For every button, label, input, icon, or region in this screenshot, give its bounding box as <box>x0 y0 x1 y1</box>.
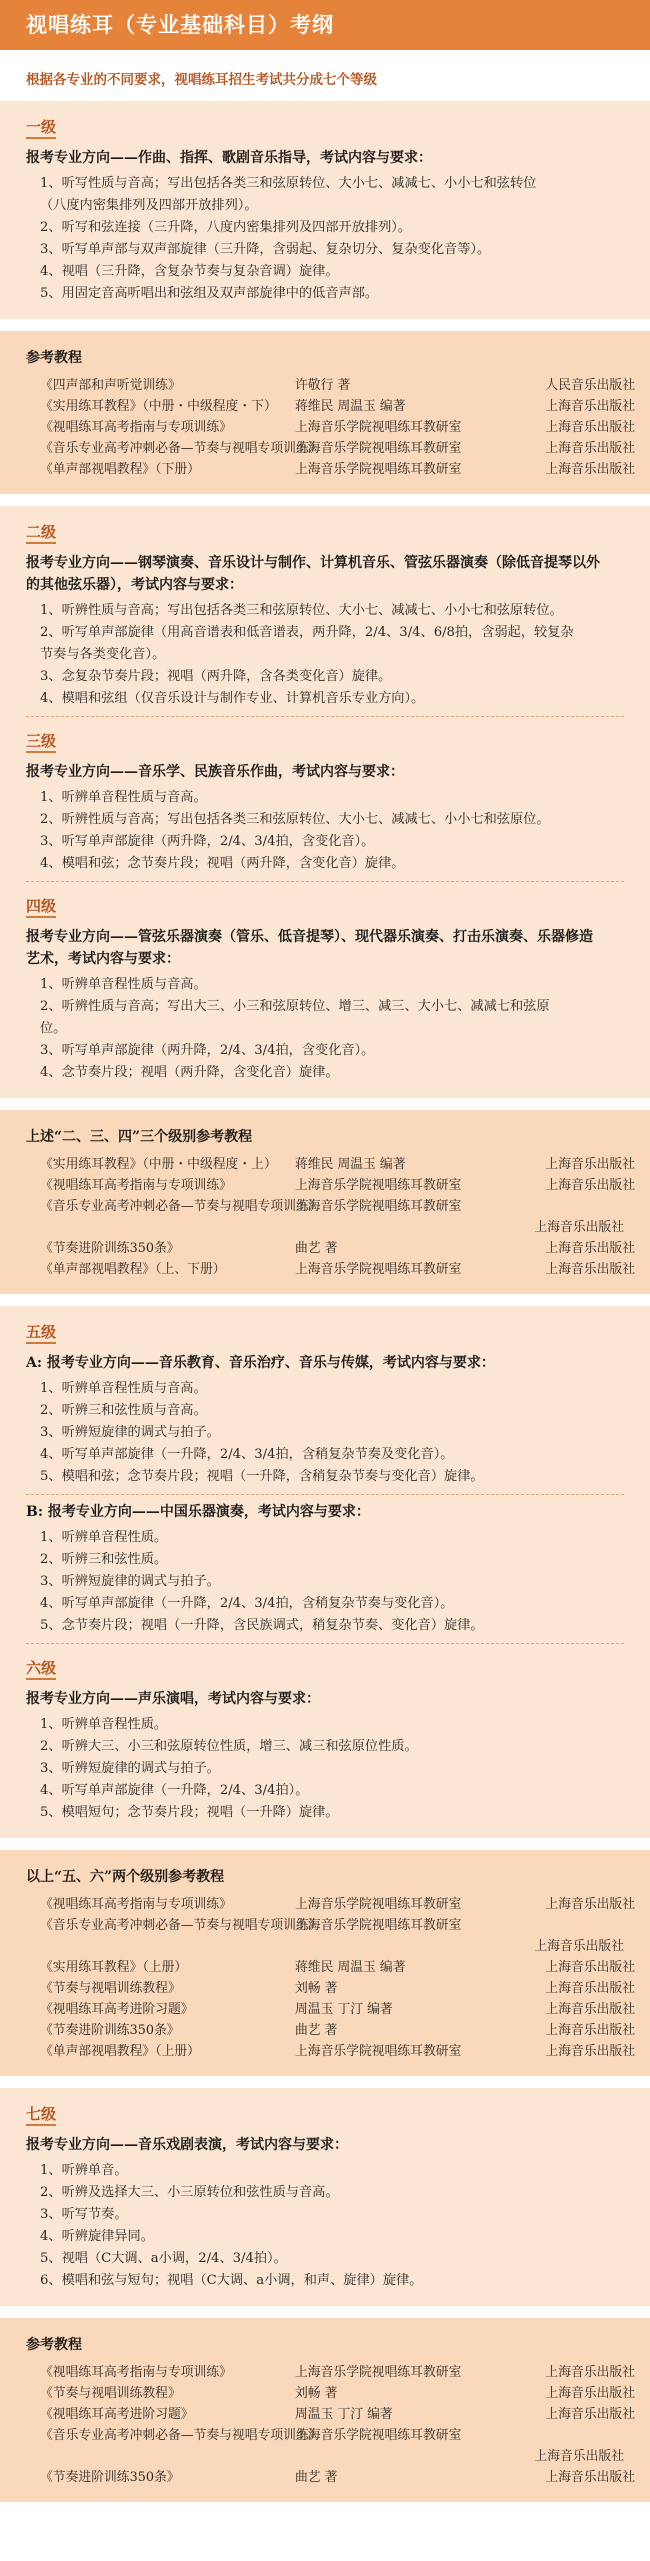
book-row: 《音乐专业高考冲刺必备—节奏与视唱专项训练》 上海音乐学院视唱练耳教研室 <box>40 1918 462 1933</box>
divider <box>26 1643 624 1644</box>
book-row: 《视唱练耳高考指南与专项训练》 上海音乐学院视唱练耳教研室 上海音乐出版社 <box>40 1178 635 1193</box>
grade-5-label: 五级 <box>26 1322 56 1344</box>
list-item: 位。 <box>40 1021 67 1036</box>
list-item: 3、听写单声部与双声部旋律（三升降，含弱起、复杂切分、复杂变化音等）。 <box>40 242 491 257</box>
list-item: 5、视唱（C大调、a小调，2/4、3/4拍）。 <box>40 2251 287 2266</box>
book-row: 《四声部和声听觉训练》 许敬行 著 人民音乐出版社 <box>40 378 635 393</box>
list-item: 1、听辨单音程性质与音高。 <box>40 790 207 805</box>
book-row: 《实用练耳教程》（中册・中级程度・下） 蒋维民 周温玉 编著 上海音乐出版社 <box>40 399 635 414</box>
grade-2-4-section <box>0 506 650 1098</box>
list-item: 4、听辨旋律异同。 <box>40 2229 154 2244</box>
list-item: 4、模唱和弦；念节奏片段；视唱（两升降，含变化音）旋律。 <box>40 856 405 871</box>
grade-1-label: 一级 <box>26 117 56 139</box>
divider <box>26 881 624 882</box>
list-item: 3、念复杂节奏片段；视唱（两升降，含各类变化音）旋律。 <box>40 669 392 684</box>
reference-title: 参考教程 <box>26 350 82 366</box>
book-row: 《视唱练耳高考指南与专项训练》 上海音乐学院视唱练耳教研室 上海音乐出版社 <box>40 420 635 435</box>
list-item: 节奏与各类变化音）。 <box>40 647 166 662</box>
grade-2-4-reference <box>0 1110 650 1294</box>
list-item: 3、听辨短旋律的调式与拍子。 <box>40 1425 220 1440</box>
grade-6-direction: 报考专业方向——声乐演唱，考试内容与要求： <box>26 1691 320 1707</box>
divider <box>26 716 624 717</box>
list-item: 1、听辨单音程性质与音高。 <box>40 977 207 992</box>
grade-3-direction: 报考专业方向——音乐学、民族音乐作曲，考试内容与要求： <box>26 764 404 780</box>
book-row: 《视唱练耳高考指南与专项训练》 上海音乐学院视唱练耳教研室 上海音乐出版社 <box>40 1897 635 1912</box>
list-item: 2、听辨三和弦性质与音高。 <box>40 1403 207 1418</box>
list-item: 3、听写节奏。 <box>40 2207 128 2222</box>
book-row: 《单声部视唱教程》（上册） 上海音乐学院视唱练耳教研室 上海音乐出版社 <box>40 2044 635 2059</box>
list-item: （八度内密集排列及四部开放排列）。 <box>40 198 258 213</box>
list-item: 2、听辨三和弦性质。 <box>40 1552 168 1567</box>
book-row: 《视唱练耳高考进阶习题》 周温玉 丁汀 编著 上海音乐出版社 <box>40 2407 635 2422</box>
list-item: 2、听辨大三、小三和弦原转位性质，增三、减三和弦原位性质。 <box>40 1739 418 1754</box>
grade-1-direction: 报考专业方向——作曲、指挥、歌剧音乐指导，考试内容与要求： <box>26 150 432 166</box>
book-row: 《视唱练耳高考进阶习题》 周温玉 丁汀 编著 上海音乐出版社 <box>40 2002 635 2017</box>
list-item: 4、听写单声部旋律（一升降，2/4、3/4拍，含稍复杂节奏与变化音）。 <box>40 1596 454 1611</box>
book-publisher: 上海音乐出版社 <box>534 2449 624 2464</box>
grade-7-section <box>0 2088 650 2306</box>
book-row: 《实用练耳教程》（中册・中级程度・上） 蒋维民 周温玉 编著 上海音乐出版社 <box>40 1157 635 1172</box>
book-row: 《单声部视唱教程》（下册） 上海音乐学院视唱练耳教研室 上海音乐出版社 <box>40 462 635 477</box>
list-item: 1、听辨单音。 <box>40 2163 128 2178</box>
list-item: 4、念节奏片段；视唱（两升降，含变化音）旋律。 <box>40 1065 339 1080</box>
list-item: 1、听写性质与音高；写出包括各类三和弦原转位、大小七、减减七、小小七和弦转位 <box>40 176 537 191</box>
list-item: 5、念节奏片段；视唱（一升降，含民族调式，稍复杂节奏、变化音）旋律。 <box>40 1618 484 1633</box>
list-item: 4、听写单声部旋律（一升降，2/4、3/4拍）。 <box>40 1783 309 1798</box>
list-item: 6、模唱和弦与短句；视唱（C大调、a小调，和声、旋律）旋律。 <box>40 2273 423 2288</box>
reference-title: 参考教程 <box>26 2337 82 2353</box>
reference-title: 上述“二、三、四”三个级别参考教程 <box>26 1129 253 1145</box>
list-item: 1、听辨单音程性质。 <box>40 1717 168 1732</box>
list-item: 2、听辨及选择大三、小三原转位和弦性质与音高。 <box>40 2185 339 2200</box>
list-item: 1、听辨单音程性质。 <box>40 1530 168 1545</box>
grade-3-label: 三级 <box>26 731 56 753</box>
list-item: 3、听写单声部旋律（两升降，2/4、3/4拍，含变化音）。 <box>40 1043 375 1058</box>
list-item: 2、听写和弦连接（三升降，八度内密集排列及四部开放排列）。 <box>40 220 412 235</box>
list-item: 1、听辨单音程性质与音高。 <box>40 1381 207 1396</box>
book-publisher: 上海音乐出版社 <box>534 1939 624 1954</box>
list-item: 4、模唱和弦组（仅音乐设计与制作专业、计算机音乐专业方向）。 <box>40 691 425 706</box>
book-row: 《单声部视唱教程》（上、下册） 上海音乐学院视唱练耳教研室 上海音乐出版社 <box>40 1262 635 1277</box>
grade-7-direction: 报考专业方向——音乐戏剧表演，考试内容与要求： <box>26 2137 348 2153</box>
book-row: 《音乐专业高考冲刺必备—节奏与视唱专项训练》 上海音乐学院视唱练耳教研室 <box>40 2428 462 2443</box>
book-row: 《节奏进阶训练350条》 曲艺 著 上海音乐出版社 <box>40 2470 635 2485</box>
book-row: 《视唱练耳高考指南与专项训练》 上海音乐学院视唱练耳教研室 上海音乐出版社 <box>40 2365 635 2380</box>
grade-7-label: 七级 <box>26 2104 56 2126</box>
page-title: 视唱练耳（专业基础科目）考纲 <box>0 0 650 50</box>
book-row: 《节奏进阶训练350条》 曲艺 著 上海音乐出版社 <box>40 1241 635 1256</box>
list-item: 4、听写单声部旋律（一升降，2/4、3/4拍，含稍复杂节奏及变化音）。 <box>40 1447 454 1462</box>
list-item: 2、听辨性质与音高；写出大三、小三和弦原转位、增三、减三、大小七、减减七和弦原 <box>40 999 550 1014</box>
grade-5-6-reference <box>0 1850 650 2076</box>
reference-title: 以上“五、六”两个级别参考教程 <box>26 1869 225 1885</box>
book-publisher: 上海音乐出版社 <box>534 1220 624 1235</box>
list-item: 5、模唱和弦；念节奏片段；视唱（一升降，含稍复杂节奏与变化音）旋律。 <box>40 1469 484 1484</box>
divider <box>26 1494 624 1495</box>
list-item: 1、听辨性质与音高；写出包括各类三和弦原转位、大小七、减减七、小小七和弦原转位。 <box>40 603 563 618</box>
grade-4-direction: 报考专业方向——管弦乐器演奏（管乐、低音提琴）、现代器乐演奏、打击乐演奏、乐器修造 艺术，考试内容与要求： <box>26 929 593 967</box>
list-item: 3、听写单声部旋律（两升降，2/4、3/4拍，含变化音）。 <box>40 834 375 849</box>
grade-2-direction: 报考专业方向——钢琴演奏、音乐设计与制作、计算机音乐、管弦乐器演奏（除低音提琴以外 的其他弦乐器），考试内容与要求： <box>26 555 600 593</box>
grade-5-6-section <box>0 1306 650 1838</box>
grade-5b-direction: B: 报考专业方向——中国乐器演奏，考试内容与要求： <box>26 1504 370 1520</box>
book-row: 《节奏与视唱训练教程》 刘畅 著 上海音乐出版社 <box>40 2386 635 2401</box>
list-item: 4、视唱（三升降，含复杂节奏与复杂音调）旋律。 <box>40 264 339 279</box>
grade-1-section <box>0 101 650 319</box>
list-item: 3、听辨短旋律的调式与拍子。 <box>40 1761 220 1776</box>
grade-6-label: 六级 <box>26 1658 56 1680</box>
grade-4-label: 四级 <box>26 896 56 918</box>
book-row: 《音乐专业高考冲刺必备—节奏与视唱专项训练》 上海音乐学院视唱练耳教研室 上海音乐出版社 <box>40 441 635 456</box>
book-row: 《节奏进阶训练350条》 曲艺 著 上海音乐出版社 <box>40 2023 635 2038</box>
list-item: 5、用固定音高听唱出和弦组及双声部旋律中的低音声部。 <box>40 286 379 301</box>
book-row: 《实用练耳教程》（上册） 蒋维民 周温玉 编著 上海音乐出版社 <box>40 1960 635 1975</box>
book-row: 《音乐专业高考冲刺必备—节奏与视唱专项训练》 上海音乐学院视唱练耳教研室 <box>40 1199 462 1214</box>
list-item: 3、听辨短旋律的调式与拍子。 <box>40 1574 220 1589</box>
intro-text: 根据各专业的不同要求，视唱练耳招生考试共分成七个等级 <box>26 72 377 88</box>
grade-7-reference <box>0 2318 650 2502</box>
grade-5a-direction: A: 报考专业方向——音乐教育、音乐治疗、音乐与传媒，考试内容与要求： <box>26 1355 495 1371</box>
list-item: 2、听辨性质与音高；写出包括各类三和弦原转位、大小七、减减七、小小七和弦原位。 <box>40 812 550 827</box>
book-row: 《节奏与视唱训练教程》 刘畅 著 上海音乐出版社 <box>40 1981 635 1996</box>
grade-1-reference <box>0 331 650 494</box>
list-item: 5、模唱短句；念节奏片段；视唱（一升降）旋律。 <box>40 1805 339 1820</box>
grade-2-label: 二级 <box>26 522 56 544</box>
list-item: 2、听写单声部旋律（用高音谱表和低音谱表，两升降，2/4、3/4、6/8拍，含弱起，较复杂 <box>40 625 574 640</box>
